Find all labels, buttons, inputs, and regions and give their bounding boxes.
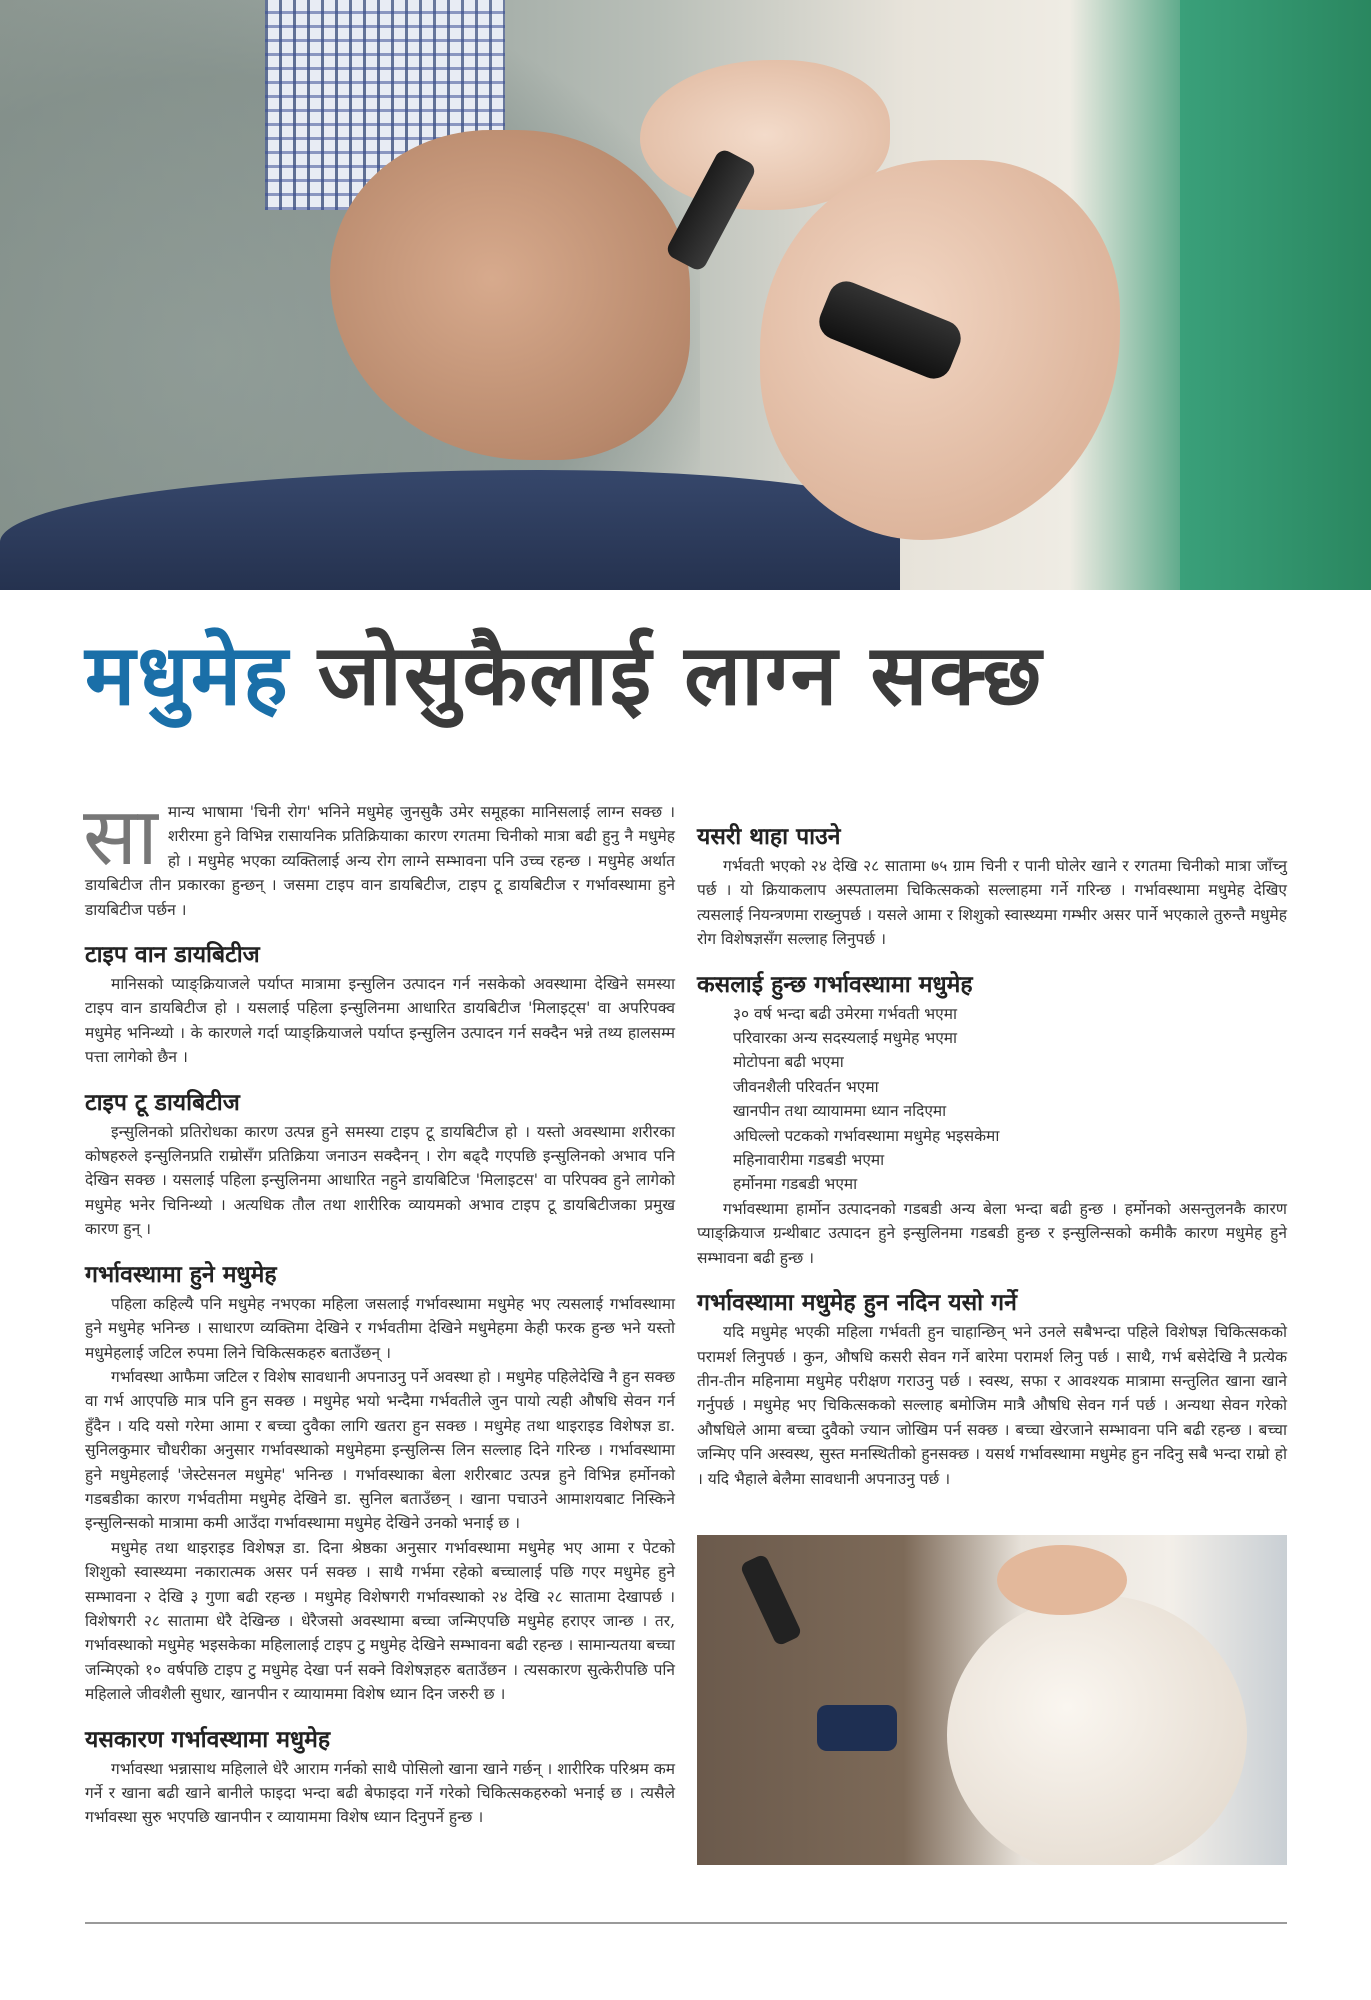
headline-highlight: मधुमेह: [85, 626, 290, 724]
footer-divider: [85, 1922, 1287, 1924]
headline-rest: जोसुकैलाई लाग्न सक्छ: [317, 626, 1044, 724]
heading-gestational: गर्भावस्थामा हुने मधुमेह: [85, 1261, 277, 1288]
pregnant-belly-shape: [947, 1595, 1247, 1865]
how-to-know-text: गर्भवती भएको २४ देखि २८ सातामा ७५ ग्राम चिनी र पानी घोलेर खाने र रगतमा चिनीको मात्रा जाँच्नु पर्छ । यो क्रियाकलाप अस्पतालमा चिकित्सकको सल्लाहमा गर्ने गरिन्छ । गर्भावस्थामा मधुमेह देखिए त्यसलाई नियन्त्रणमा राख्नुपर्छ । यसले आमा र शिशुको स्वास्थ्यमा गम्भीर असर पार्ने भएकाले तुरुन्तै मधुमेह रोग विशेषज्ञसँग सल्लाह लिनुपर्छ ।: [697, 857, 1287, 949]
list-item: ३० वर्ष भन्दा बढी उमेरमा गर्भवती भएमा: [733, 1004, 958, 1023]
heading-causes: यसकारण गर्भावस्थामा मधुमेह: [85, 1726, 331, 1753]
type-one-text: मानिसको प्याङ्क्रियाजले पर्याप्त मात्रामा इन्सुलिन उत्पादन गर्न नसकेको अवस्थामा देखिने समस्या टाइप वान डायबिटीज हो । यसलाई पहिला इन्सुलिनमा आधारित डायबिटीज 'मिलाइट्स' वा अपरिपक्व मधुमेह भनिन्थ्यो । के कारणले गर्दा प्याङ्क्रियाजले पर्याप्त इन्सुलिन उत्पादन गर्न सक्दैन भन्ने तथ्य हालसम्म पत्ता लागेको छैन ।: [85, 975, 675, 1067]
page-headline: [85, 620, 1043, 730]
list-item: महिनावारीमा गडबडी भएमा: [733, 1151, 885, 1170]
who-gets-text: गर्भावस्थामा हार्मोन उत्पादनको गडबडी अन्य बेला भन्दा बढी हुन्छ । हर्मोनको असन्तुलनकै कारण प्याङ्क्रियाज ग्रन्थीबाट उत्पादन हुने इन्सुलिनमा गडबडी हुन्छ र इन्सुलिन्सको कमीकै कारण मधुमेह हुने सम्भावना बढी हुन्छ ।: [697, 1199, 1287, 1267]
gestational-text-2: गर्भावस्था आफैमा जटिल र विशेष सावधानी अपनाउनु पर्ने अवस्था हो । मधुमेह पहिलेदेखि नै हुन सक्छ वा गर्भ आएपछि मात्र पनि हुन सक्छ । मधुमेह भयो भन्दैमा गर्भवतीले जुन पायो त्यही औषधि सेवन गर्न हुँदैन । यदि यसो गरेमा आमा र बच्चा दुवैका लागि खतरा हुन सक्छ । मधुमेह तथा थाइराइड विशेषज्ञ डा. सुनिलकुमार चौधरीका अनुसार गर्भावस्थाको मधुमेहमा इन्सुलिन्स लिन सल्लाह दिने गरिन्छ । गर्भावस्थामा हुने मधुमेहलाई 'जेस्टेसनल मधुमेह' भनिन्छ । गर्भावस्थाका बेला शरीरबाट उत्पन्न हुने विभिन्न हर्मोनको गडबडीका कारण गर्भवतीमा मधुमेह देखिने डा. सुनिल बताउँछन् । खाना पचाउने आमाशयबाट निस्किने इन्सुलिन्सको मात्रामा कमी आउँदा गर्भावस्थामा मधुमेह देखिने उनको भनाई छ ।: [85, 1367, 675, 1533]
risk-factor-list: [697, 1002, 1287, 1197]
heading-type-one: टाइप वान डायबिटीज: [85, 942, 260, 969]
list-item: हर्मोनमा गडबडी भएमा: [733, 1175, 858, 1194]
gestational-text-3: मधुमेह तथा थाइराइड विशेषज्ञ डा. दिना श्रेष्ठका अनुसार गर्भावस्थामा मधुमेह भए आमा र पेटको शिशुको स्वास्थ्यमा नकारात्मक असर पर्न सक्छ । साथै गर्भमा रहेको बच्चालाई पछि गएर मधुमेह हुने सम्भावना २ देखि ३ गुणा बढी रहन्छ । मधुमेह विशेषगरी गर्भावस्थाको २४ देखि २८ सातामा देखापर्छ । विशेषगरी २८ सातामा धेरै देखिन्छ । धेरैजसो अवस्थामा बच्चा जन्मिएपछि मधुमेह हराएर जान्छ । तर, गर्भावस्थाको मधुमेह भइसकेका महिलालाई टाइप टु मधुमेह देखिने सम्भावना बढी रहन्छ । सामान्यतया बच्चा जन्मिएको १० वर्षपछि टाइप टु मधुमेह देखा पर्न सक्ने विशेषज्ञहरु बताउँछन । त्यसकारण सुत्केरीपछि पनि महिलाले जीवशैली सुधार, खानपीन र व्यायाममा विशेष ध्यान दिन जरुरी छ ।: [85, 1538, 675, 1704]
pregnancy-glucose-photo: [697, 1535, 1287, 1865]
list-item: खानपीन तथा व्यायाममा ध्यान नदिएमा: [733, 1102, 947, 1121]
list-item: अघिल्लो पटकको गर्भावस्थामा मधुमेह भइसकेमा: [733, 1126, 1000, 1145]
hand-on-belly-shape: [997, 1545, 1127, 1615]
left-column: [83, 790, 675, 1830]
hero-photo-glucose-test: [0, 0, 1371, 590]
list-item: परिवारका अन्य सदस्यलाई मधुमेह भएमा: [733, 1029, 958, 1048]
type-two-text: इन्सुलिनको प्रतिरोधका कारण उत्पन्न हुने समस्या टाइप टू डायबिटीज हो । यस्तो अवस्थामा शरीरका कोषहरुले इन्सुलिनप्रति राम्रोसँग प्रतिक्रिया जनाउन सक्दैनन् । रोग बढ्दै गएपछि इन्सुलिनको अभाव पनि देखिन सक्छ । यसलाई पहिला इन्सुलिनमा आधारित नहुने डायबिटिज 'मिलाइटस' वा परिपक्व हुने लागेको मधुमेह भनेर चिनिन्थ्यो । अत्यधिक तौल तथा शारीरिक व्यायमको अभाव टाइप टू डायबिटीजका प्रमुख कारण हुन् ।: [85, 1122, 675, 1239]
drop-cap: सा: [83, 790, 158, 883]
intro-text: मान्य भाषामा 'चिनी रोग' भनिने मधुमेह जुनसुकै उमेर समूहका मानिसलाई लाग्न सक्छ । शरीरमा हुने विभिन्न रासायनिक प्रतिक्रियाका कारण रगतमा चिनीको मात्रा बढी हुनु नै मधुमेह हो । मधुमेह भएका व्यक्तिलाई अन्य रोग लाग्ने सम्भावना पनि उच्च रहन्छ । मधुमेह अर्थात डायबिटीज तीन प्रकारका हुन्छन् । जसमा टाइप वान डायबिटीज, टाइप टू डायबिटीज र गर्भावस्थामा हुने डायबिटीज पर्छन ।: [85, 803, 675, 919]
prevention-text: यदि मधुमेह भएकी महिला गर्भवती हुन चाहान्छिन् भने उनले सबैभन्दा पहिले विशेषज्ञ चिकित्सकको परामर्श लिनुपर्छ । कुन, औषधि कसरी सेवन गर्ने बारेमा परामर्श लिनु पर्छ । साथै, गर्भ बसेदेखि नै प्रत्येक तीन-तीन महिनामा मधुमेह परीक्षण गराउनु पर्छ । स्वस्थ, सफा र आवश्यक मात्रामा सन्तुलित खाना खाने गर्नुपर्छ । मधुमेह भए चिकित्सकको सल्लाह बमोजिम मात्रै औषधि सेवन गर्न पर्छ । अन्यथा सेवन गरेको औषधिले आमा बच्चा दुवैको ज्यान जोखिम पर्न सक्छ । बच्चा खेरजाने सम्भावना पनि बढी रहन्छ । बच्चा जन्मिए पनि अस्वस्थ, सुस्त मनस्थितीको हुनसक्छ । यसर्थ गर्भावस्थामा मधुमेह हुन नदिनु सबै भन्दा राम्रो हो । यदि भैहाले बेलैमा सावधानी अपनाउनु पर्छ ।: [697, 1323, 1287, 1488]
list-item: जीवनशैली परिवर्तन भएमा: [733, 1077, 879, 1096]
heading-prevention: गर्भावस्थामा मधुमेह हुन नदिन यसो गर्ने: [697, 1290, 1017, 1317]
causes-text: गर्भावस्था भन्नासाथ महिलाले धेरै आराम गर्नको साथै पोसिलो खाना खाने गर्छन् । शारीरिक परिश्रम कम गर्ने र खाना बढी खाने बानीले फाइदा भन्दा बढी बेफाइदा गर्ने गरेको चिकित्सकहरुको भनाई छ । त्यसैले गर्भावस्था सुरु भएपछि खानपीन र व्यायाममा विशेष ध्यान दिनुपर्ने हुन्छ ।: [85, 1759, 675, 1827]
heading-type-two: टाइप टू डायबिटीज: [85, 1089, 240, 1116]
glucose-meter-shape: [817, 1705, 897, 1751]
gestational-text-1: पहिला कहिल्यै पनि मधुमेह नभएका महिला जसलाई गर्भावस्थामा मधुमेह भए त्यसलाई गर्भावस्थामा हुने मधुमेह भनिन्छ । साधारण व्यक्तिमा देखिने र गर्भवतीमा देखिने मधुमेहमा केही फरक हुन्छ भने यस्तो मधुमेहलाई जटिल रुपमा लिने चिकित्सकहरु बताउँछन् ।: [85, 1294, 675, 1362]
intro-paragraph: [83, 790, 675, 922]
list-item: मोटोपना बढी भएमा: [733, 1053, 844, 1072]
heading-how-to-know: यसरी थाहा पाउने: [697, 824, 841, 850]
right-column: [697, 822, 1287, 1491]
heading-who-gets: कसलाई हुन्छ गर्भावस्थामा मधुमेह: [697, 971, 973, 998]
nurse-scrubs-shape: [1180, 0, 1371, 590]
lancet-pen-shape: [739, 1553, 802, 1646]
